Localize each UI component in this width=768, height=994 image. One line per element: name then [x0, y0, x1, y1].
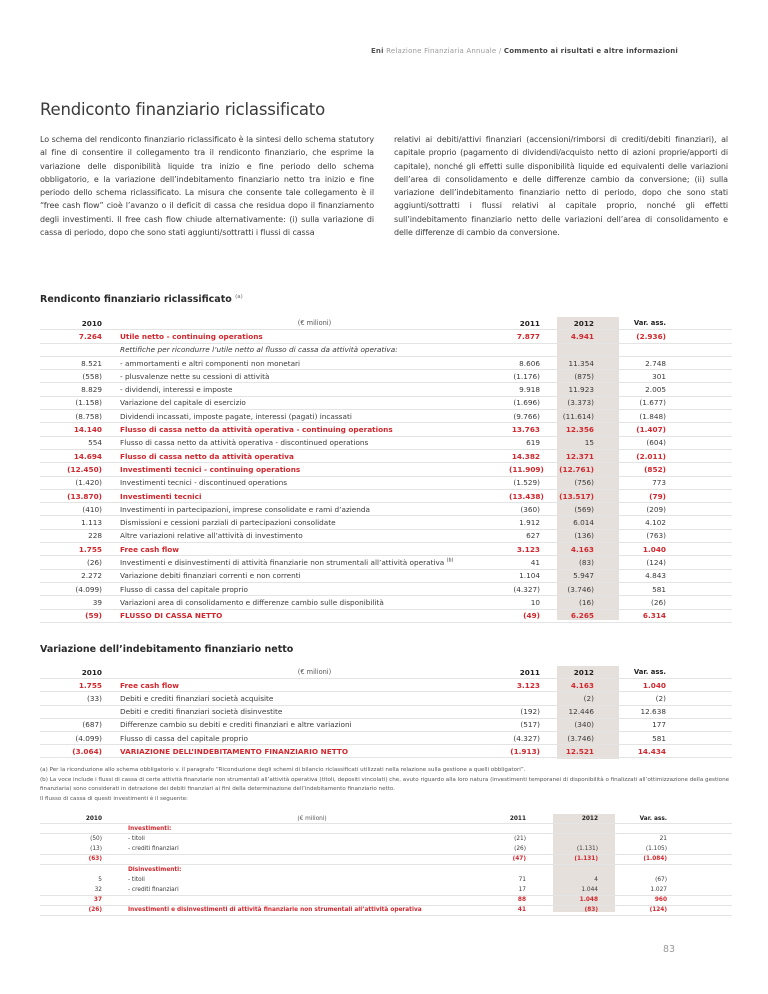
value-2012: 4.941: [570, 331, 594, 341]
value-2010: (4.099): [75, 733, 102, 743]
row-label: Altre variazioni relative all’attività di investimento: [120, 531, 303, 541]
header-2011: 2011: [519, 667, 540, 677]
table-row: [40, 530, 732, 543]
value-var: 581: [652, 733, 666, 743]
value-var: 581: [652, 584, 666, 594]
value-2010: 8.521: [81, 358, 102, 368]
value-2012: (11.614): [562, 411, 594, 421]
row-label: - titoli: [128, 836, 145, 843]
value-2012: (136): [574, 531, 594, 541]
value-2011: 1.912: [519, 518, 540, 528]
intro-text: [40, 133, 728, 239]
value-2011: 8.606: [519, 358, 540, 368]
value-2010: (13): [90, 846, 102, 853]
value-2011: 41: [530, 557, 540, 567]
row-label: - titoli: [128, 877, 145, 884]
table-row: [40, 596, 732, 609]
table-row: [40, 370, 732, 383]
value-var: 1.040: [642, 680, 666, 690]
value-2012: (2): [583, 693, 594, 703]
value-2011: (13.438): [509, 491, 544, 501]
value-2010: (687): [82, 720, 102, 730]
table-row: [40, 824, 732, 834]
row-label: - dividendi, interessi e imposte: [120, 385, 233, 395]
value-2012: (1.131): [576, 846, 598, 853]
value-2011: 3.123: [516, 680, 540, 690]
header-2012: 2012: [581, 815, 598, 822]
row-label: Free cash flow: [120, 680, 180, 690]
value-2012: 4.163: [570, 544, 594, 554]
value-2012: 11.923: [568, 385, 594, 395]
value-2010: 14.694: [73, 451, 102, 461]
table-row: [40, 490, 732, 503]
value-var: (2.936): [636, 331, 666, 341]
value-var: (763): [646, 531, 666, 541]
row-label: Flusso di cassa del capitale proprio: [120, 733, 248, 743]
value-2012: (3.746): [567, 584, 594, 594]
row-label: Investimenti tecnici: [120, 491, 202, 501]
value-2012: (875): [574, 371, 594, 381]
value-var: (26): [651, 597, 666, 607]
value-var: (67): [655, 877, 667, 884]
value-2012: (83): [584, 907, 598, 914]
row-label: Dividendi incassati, imposte pagate, interessi (pagati) incassati: [120, 411, 352, 421]
value-2012: 5.947: [573, 571, 594, 581]
row-label: Investimenti in partecipazioni, imprese consolidate e rami d’azienda: [120, 504, 371, 514]
intro-column-2: relativi ai debiti/attivi finanziari (accensioni/rimborsi di crediti/debiti finanziari), al capitale proprio (pagamento di dividendi/acquisto netto di azioni proprie/apporti di capitale), nonché gli effetti sulle disponibilità liquide ed equivalenti delle variazioni dell’area di consolidamento e delle differenze cambio da conversione; (ii) sulla variazione dell’indebitamento finanziario netto di periodo, dopo che sono stati aggiunti/sottratti i flussi relativi al capitale proprio, nonché gli effetti sull’indebitamento finanziario netto delle variazioni dell’area di consolidamento e delle differenze di cambio da conversione.: [394, 135, 728, 238]
page-title: Rendiconto finanziario riclassificato: [40, 100, 325, 119]
value-2011: (1.529): [513, 478, 540, 488]
value-var: 773: [652, 478, 666, 488]
footnote-a: (a) Per la riconduzione allo schema obbligatorio v. il paragrafo “Riconduzione degli schemi di bilancio riclassificati utilizzati nella relazione sulla gestione a quelli obbligatori”.: [40, 767, 526, 773]
value-2011: (1.176): [513, 371, 540, 381]
row-label: Debiti e crediti finanziari società disinvestite: [120, 707, 283, 717]
value-var: (852): [644, 464, 666, 474]
header-unit: (€ milioni): [297, 668, 332, 677]
value-2011: (49): [523, 611, 540, 621]
value-2012: 12.521: [565, 746, 594, 756]
value-2012: (83): [579, 557, 594, 567]
table-row: [40, 610, 732, 623]
value-2012: (340): [574, 720, 594, 730]
value-var: 4.102: [645, 518, 666, 528]
table-row: [40, 679, 732, 692]
value-var: 2.748: [645, 358, 666, 368]
running-header: [371, 47, 678, 55]
table-header-row: [40, 317, 732, 330]
row-label: Flusso di cassa netto da attività operativa: [120, 451, 294, 461]
table-row: [40, 344, 732, 357]
row-label: - ammortamenti e altri componenti non monetari: [120, 358, 301, 368]
table2-title: Variazione dell’indebitamento finanziario netto: [40, 644, 294, 655]
header-2010: 2010: [81, 318, 102, 328]
value-2010: (4.099): [75, 584, 102, 594]
value-2011: (11.909): [509, 464, 544, 474]
value-var: 21: [659, 836, 667, 843]
value-2010: 1.113: [81, 518, 102, 528]
table-row: [40, 357, 732, 370]
value-var: (604): [646, 438, 666, 448]
row-label: Variazione del capitale di esercizio: [120, 398, 246, 408]
value-2011: 7.877: [516, 331, 540, 341]
value-2011: (360): [520, 504, 540, 514]
row-label: Investimenti e disinvestimenti di attività finanziarie non strumentali all’attività operativa: [128, 907, 422, 914]
table-row: [40, 463, 732, 476]
value-2010: 39: [92, 597, 102, 607]
value-2012: 11.354: [568, 358, 594, 368]
value-var: 960: [654, 897, 667, 904]
value-2010: 37: [93, 897, 102, 904]
table-row: [40, 719, 732, 732]
row-label: Flusso di cassa del capitale proprio: [120, 584, 248, 594]
value-var: (1.084): [643, 856, 667, 863]
value-var: 301: [652, 371, 666, 381]
table-row: [40, 570, 732, 583]
row-label: Variazioni area di consolidamento e differenze cambio sulle disponibilità: [120, 597, 384, 607]
value-2011: 41: [517, 907, 526, 914]
value-var: (1.407): [636, 425, 666, 435]
footnote-c: Il flusso di cassa di questi investimenti è il seguente:: [40, 795, 188, 802]
value-2012: (3.746): [567, 733, 594, 743]
table-row: [40, 745, 732, 758]
table-row: [40, 450, 732, 463]
value-2011: 3.123: [516, 544, 540, 554]
value-2011: 619: [526, 438, 540, 448]
value-2010: 8.829: [81, 385, 102, 395]
value-2010: (63): [88, 856, 102, 863]
table-row: [40, 330, 732, 343]
value-2010: (12.450): [67, 464, 102, 474]
value-var: (124): [646, 557, 666, 567]
table-row: [40, 906, 732, 916]
row-label: Investimenti tecnici - discontinued operations: [120, 478, 288, 488]
header-2010: 2010: [85, 815, 102, 822]
footnote-ref: (b): [446, 558, 454, 564]
row-label: Dismissioni e cessioni parziali di partecipazioni consolidate: [120, 518, 336, 528]
value-var: (1.677): [639, 398, 666, 408]
row-label: Debiti e crediti finanziari società acquisite: [120, 693, 274, 703]
table-row: [40, 503, 732, 516]
table-row: [40, 583, 732, 596]
value-var: 12.638: [640, 707, 666, 717]
value-var: 177: [652, 720, 666, 730]
table-row: [40, 885, 732, 895]
value-2012: 4.163: [570, 680, 594, 690]
value-2011: (9.766): [513, 411, 540, 421]
value-2011: 1.104: [519, 571, 540, 581]
row-label: Investimenti e disinvestimenti di attività finanziarie non strumentali all’attività operativa $^{(b)}$: [120, 557, 454, 567]
table-row: [40, 834, 732, 844]
row-label: - plusvalenze nette su cessioni di attività: [120, 371, 270, 381]
table-row: [40, 855, 732, 865]
value-2011: 9.918: [519, 385, 540, 395]
value-2011: (517): [520, 720, 540, 730]
row-label: Free cash flow: [120, 544, 180, 554]
value-var: (1.848): [639, 411, 666, 421]
financial-assets-table: [40, 814, 732, 916]
value-2010: 32: [94, 886, 102, 893]
value-2011: (192): [520, 707, 540, 717]
value-2012: (1.131): [574, 856, 598, 863]
row-label: FLUSSO DI CASSA NETTO: [120, 611, 223, 621]
table-row: [40, 477, 732, 490]
value-var: 1.040: [642, 544, 666, 554]
value-2011: (26): [514, 846, 526, 853]
value-2010: 228: [88, 531, 102, 541]
value-2012: (3.373): [567, 398, 594, 408]
value-2011: (47): [512, 856, 526, 863]
value-2010: (26): [88, 907, 102, 914]
value-2010: (50): [90, 836, 102, 843]
row-label: VARIAZIONE DELL’INDEBITAMENTO FINANZIARIO NETTO: [120, 746, 349, 756]
value-var: 4.843: [645, 571, 666, 581]
row-label: Variazione debiti finanziari correnti e non correnti: [120, 571, 301, 581]
value-2012: 6.265: [570, 611, 594, 621]
value-2011: 17: [518, 886, 526, 893]
value-2012: 1.044: [581, 886, 598, 893]
table1-title: [40, 294, 243, 305]
header-var: Var. ass.: [639, 815, 667, 822]
value-2010: 554: [88, 438, 102, 448]
table-row: [40, 410, 732, 423]
header-unit: (€ milioni): [297, 815, 327, 822]
value-var: 2.005: [645, 385, 666, 395]
row-label: Investimenti tecnici - continuing operations: [120, 464, 301, 474]
table-row: [40, 896, 732, 906]
value-2010: (1.420): [75, 478, 102, 488]
table1-title-note: (a): [235, 294, 243, 300]
value-2010: (59): [85, 611, 102, 621]
row-label: Utile netto - continuing operations: [120, 331, 263, 341]
brand-name: Eni: [370, 47, 384, 55]
value-2012: (569): [574, 504, 594, 514]
value-2010: (410): [82, 504, 102, 514]
table-row: [40, 845, 732, 855]
value-2010: 1.755: [78, 544, 102, 554]
table-row: [40, 383, 732, 396]
value-2010: 1.755: [78, 680, 102, 690]
footnotes: [40, 766, 732, 804]
value-2010: (26): [87, 557, 102, 567]
table-row: [40, 423, 732, 436]
value-2012: (16): [579, 597, 594, 607]
row-label: - crediti finanziari: [128, 886, 179, 893]
value-var: 6.314: [642, 611, 666, 621]
value-2011: 14.382: [511, 451, 540, 461]
value-2011: 10: [530, 597, 540, 607]
table-header-row: [40, 814, 732, 824]
header-2011: 2011: [519, 318, 540, 328]
header-2011: 2011: [509, 815, 526, 822]
value-var: 14.434: [637, 746, 666, 756]
value-2012: 12.446: [568, 707, 594, 717]
row-label: Flusso di cassa netto da attività operativa - continuing operations: [120, 425, 393, 435]
table1-title-text: Rendiconto finanziario riclassificato: [40, 294, 232, 306]
value-2012: (13.517): [559, 491, 594, 501]
value-2010: 5: [98, 877, 102, 884]
value-2010: (13.870): [67, 491, 102, 501]
intro-column-1: Lo schema del rendiconto finanziario riclassificato è la sintesi dello schema statutory al fine di consentire il collegamento tra il rendiconto finanziario, che esprime la variazione delle disponibilità liquide tra inizio e fine periodo dello schema obbligatorio, e la variazione dell’indebitamento finanziario netto tra inizio e fine periodo dello schema riclassificato. La misura che consente tale collegamento è il “free cash flow” cioè l’avanzo o il deficit di cassa che residua dopo il finanziamento degli investimenti. Il free cash flow chiude alternativamente: (i) sulla variazione di cassa di periodo, dopo che sono stati aggiunti/sottratti i flussi di cassa: [40, 135, 374, 238]
value-var: (2.011): [636, 451, 666, 461]
table-row: [40, 692, 732, 705]
header-2010: 2010: [81, 667, 102, 677]
value-2012: 12.356: [565, 425, 594, 435]
row-label: Disinvestimenti:: [128, 867, 182, 874]
page-number: 83: [663, 944, 676, 955]
cash-flow-table: [40, 317, 732, 623]
value-2011: (4.327): [513, 733, 540, 743]
value-var: (79): [649, 491, 666, 501]
value-2010: (3.064): [72, 746, 102, 756]
table-row: [40, 516, 732, 529]
header-var: Var. ass.: [633, 668, 666, 677]
row-label: Flusso di cassa netto da attività operativa - discontinued operations: [120, 438, 369, 448]
value-var: (124): [649, 907, 667, 914]
value-2012: (756): [574, 478, 594, 488]
value-2011: (1.696): [513, 398, 540, 408]
header-unit: (€ milioni): [297, 319, 332, 328]
table-row: [40, 556, 732, 569]
value-2010: (33): [87, 693, 102, 703]
table-row: [40, 865, 732, 875]
value-var: 1.027: [650, 886, 667, 893]
header-2012: 2012: [573, 667, 594, 677]
table-header-row: [40, 666, 732, 679]
table-row: [40, 706, 732, 719]
value-2012: 1.048: [579, 897, 598, 904]
header-var: Var. ass.: [633, 319, 666, 328]
table-row: [40, 875, 732, 885]
value-var: (2): [655, 693, 666, 703]
value-2010: 7.264: [78, 331, 102, 341]
value-2010: 14.140: [73, 425, 102, 435]
value-2011: (1.913): [510, 746, 540, 756]
table-row: [40, 397, 732, 410]
value-2012: 4: [594, 877, 598, 884]
value-2011: 88: [517, 897, 526, 904]
value-2010: (8.758): [75, 411, 102, 421]
value-2012: 12.371: [565, 451, 594, 461]
section-name: Commento ai risultati e altre informazioni: [503, 47, 678, 55]
value-2010: 2.272: [81, 571, 102, 581]
value-2010: (558): [82, 371, 102, 381]
row-label: Investimenti:: [128, 825, 172, 832]
table-row: [40, 437, 732, 450]
value-2010: (1.158): [75, 398, 102, 408]
value-var: (209): [646, 504, 666, 514]
value-2011: (21): [514, 836, 526, 843]
row-label: - crediti finanziari: [128, 846, 179, 853]
value-2011: 71: [518, 877, 526, 884]
value-2012: (12.761): [559, 464, 594, 474]
value-2011: 627: [526, 531, 540, 541]
value-var: (1.105): [645, 846, 667, 853]
net-debt-table: [40, 666, 732, 758]
row-label: Differenze cambio su debiti e crediti finanziari e altre variazioni: [120, 720, 352, 730]
header-2012: 2012: [573, 318, 594, 328]
publication-name: Relazione Finanziaria Annuale /: [386, 47, 502, 55]
value-2012: 15: [584, 438, 594, 448]
value-2011: (4.327): [513, 584, 540, 594]
table-row: [40, 732, 732, 745]
value-2011: 13.763: [511, 425, 540, 435]
footnote-b: (b) La voce include i flussi di cassa di certe attività finanziarie non strumentali all’attività operativa (titoli, depositi vincolati) che, avuto riguardo alla loro natura (investimenti temporanei di disponibilità o finalizzati all’ottimizzazione della gestione finanziaria) sono considerati in detrazione dei debiti finanziari ai fini della determinazione dell’indebitamento finanziario netto.: [40, 776, 730, 793]
row-label: Rettifiche per ricondurre l’utile netto al flusso di cassa da attività operativa:: [120, 345, 398, 355]
table-row: [40, 543, 732, 556]
value-2012: 6.014: [573, 518, 594, 528]
